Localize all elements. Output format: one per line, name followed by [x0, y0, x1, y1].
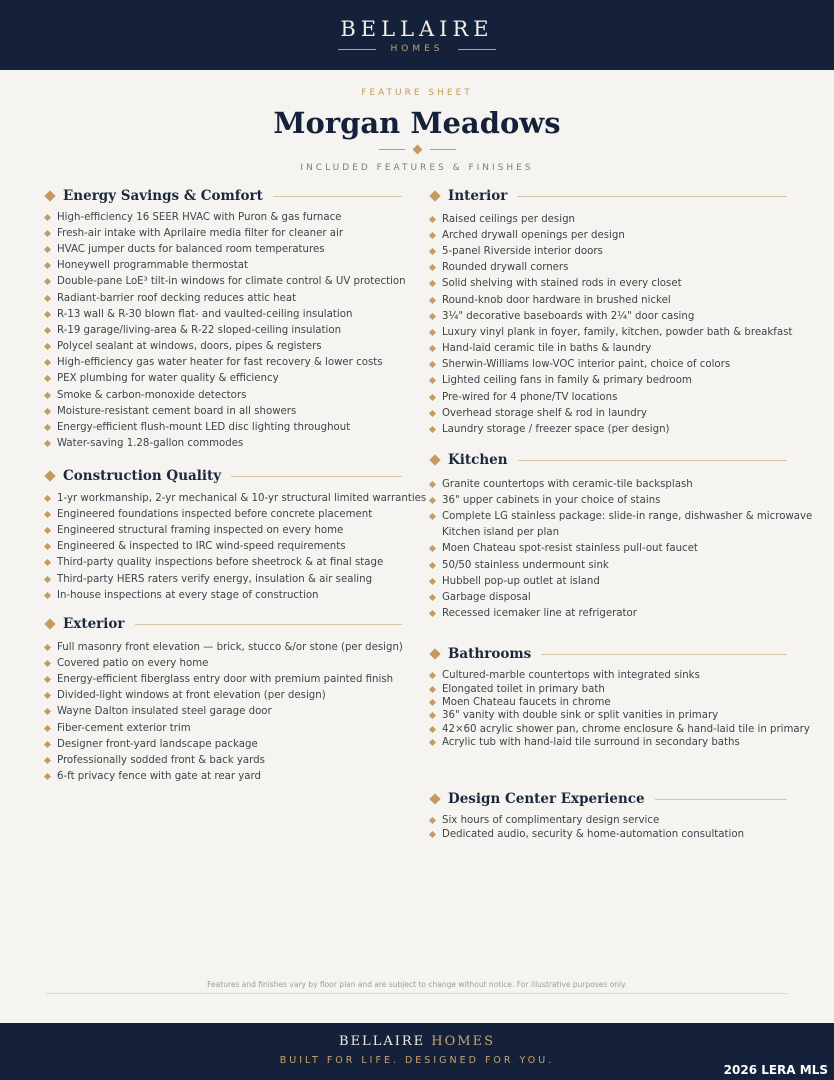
- list-item-text: In-house inspections at every stage of construction: [57, 589, 319, 601]
- list-item: [44, 339, 402, 355]
- bullet-diamond-icon: [44, 327, 51, 334]
- list-item: [44, 209, 402, 225]
- list-item-text: Arched drywall openings per design: [442, 229, 625, 241]
- list-item: [429, 421, 787, 437]
- list-item: [44, 655, 402, 671]
- list-item: [44, 752, 402, 768]
- list-item: [429, 736, 787, 749]
- diamond-icon: [429, 648, 440, 659]
- list-item-text: Hubbell pop-up outlet at island: [442, 575, 600, 587]
- bullet-diamond-icon: [429, 831, 436, 838]
- bullet-diamond-icon: [429, 699, 436, 706]
- footer-bar: [0, 1023, 834, 1080]
- section-title: Energy Savings & Comfort: [63, 188, 263, 204]
- bullet-diamond-icon: [44, 592, 51, 599]
- bullet-diamond-icon: [44, 246, 51, 253]
- list-item-text: 5-panel Riverside interior doors: [442, 245, 603, 257]
- list-item-text: Wayne Dalton insulated steel garage door: [57, 706, 272, 718]
- bullet-diamond-icon: [44, 230, 51, 237]
- list-item-text: Double-pane LoE³ tilt-in windows for climate control & UV protection: [57, 276, 406, 288]
- list-item: [44, 387, 402, 403]
- bullet-diamond-icon: [44, 343, 51, 350]
- list-item: [44, 371, 402, 387]
- brand-subtitle: HOMES: [390, 44, 444, 54]
- list-item-text: 42×60 acrylic shower pan, chrome enclosure & hand-laid tile in primary: [442, 723, 810, 735]
- list-item: [429, 814, 787, 827]
- list-item: [429, 492, 787, 508]
- bullet-diamond-icon: [429, 345, 436, 352]
- section-energy: [44, 187, 406, 452]
- list-item: [429, 606, 787, 622]
- bullet-diamond-icon: [44, 644, 51, 651]
- list-item-text: Fiber-cement exterior trim: [57, 722, 191, 734]
- list-item-text: Radiant-barrier roof decking reduces attic heat: [57, 292, 297, 304]
- bullet-diamond-icon: [429, 313, 436, 320]
- list-item-text: Water-saving 1.28-gallon commodes: [57, 438, 244, 450]
- list-item-text: Six hours of complimentary design service: [442, 815, 660, 827]
- list-item-text: Professionally sodded front & back yards: [57, 754, 265, 766]
- bullet-diamond-icon: [44, 495, 51, 502]
- list-item: [429, 557, 787, 573]
- mls-watermark: 2026 LERA MLS: [723, 1063, 828, 1077]
- bullet-diamond-icon: [44, 692, 51, 699]
- list-item: [429, 723, 810, 736]
- list-item: [44, 258, 402, 274]
- bullet-diamond-icon: [429, 672, 436, 679]
- list-item: [429, 292, 787, 308]
- list-item: [44, 419, 402, 435]
- bullet-diamond-icon: [44, 773, 51, 780]
- list-item: [429, 709, 787, 722]
- list-item-text: 1-yr workmanship, 2-yr mechanical & 10-yr structural limited warranties: [57, 492, 427, 504]
- section-kitchen: [429, 451, 813, 622]
- list-item-text: Moisture-resistant cement board in all showers: [57, 405, 297, 417]
- bullet-diamond-icon: [44, 359, 51, 366]
- bullet-diamond-icon: [44, 511, 51, 518]
- list-item: [44, 587, 402, 603]
- bullet-diamond-icon: [429, 686, 436, 693]
- list-item: [429, 373, 787, 389]
- list-item-text: Rounded drywall corners: [442, 262, 569, 274]
- footer-divider: [46, 993, 788, 994]
- list-item: [44, 639, 402, 655]
- bullet-diamond-icon: [429, 545, 436, 552]
- list-item: [44, 671, 402, 687]
- list-item-text: Third-party quality inspections before sheetrock & at final stage: [57, 557, 384, 569]
- list-item-text: Sherwin-Williams low-VOC interior paint, choice of colors: [442, 359, 731, 371]
- bullet-diamond-icon: [429, 739, 436, 746]
- list-item: [44, 736, 402, 752]
- bullet-diamond-icon: [429, 712, 436, 719]
- footer-brand-name: BELLAIRE: [339, 1034, 426, 1049]
- list-item: [44, 539, 402, 555]
- diamond-icon: [429, 793, 440, 804]
- list-item-text: Cultured-marble countertops with integrated sinks: [442, 670, 700, 682]
- list-item-text: Raised ceilings per design: [442, 213, 575, 225]
- list-item: [429, 669, 787, 682]
- bullet-diamond-icon: [44, 708, 51, 715]
- list-item: [429, 260, 787, 276]
- list-item: [44, 322, 402, 338]
- list-item: [44, 306, 402, 322]
- bullet-diamond-icon: [44, 440, 51, 447]
- list-item: [44, 571, 402, 587]
- list-item: [44, 490, 427, 506]
- list-item-text: Luxury vinyl plank in foyer, family, kitchen, powder bath & breakfast: [442, 326, 793, 338]
- list-item: [429, 541, 787, 557]
- section-title: Interior: [448, 188, 508, 204]
- list-item-text: Fresh-air intake with Aprilaire media filter for cleaner air: [57, 227, 344, 239]
- bullet-diamond-icon: [429, 394, 436, 401]
- list-item-text: Pre-wired for 4 phone/TV locations: [442, 391, 618, 403]
- list-item-text: Energy-efficient flush-mount LED disc lighting throughout: [57, 422, 351, 434]
- list-item: [429, 476, 787, 492]
- list-item: [429, 276, 787, 292]
- bullet-diamond-icon: [429, 481, 436, 488]
- list-item: [429, 696, 787, 709]
- brand-logo: BELLAIRE: [340, 17, 494, 41]
- list-item: [429, 341, 787, 357]
- section-title: Design Center Experience: [448, 791, 645, 807]
- list-item: [44, 720, 402, 736]
- list-item-text: Full masonry front elevation — brick, stucco &/or stone (per design): [57, 641, 403, 653]
- bullet-diamond-icon: [44, 392, 51, 399]
- bullet-diamond-icon: [44, 559, 51, 566]
- brand-divider-right: [458, 49, 496, 50]
- list-item: [44, 355, 402, 371]
- bullet-diamond-icon: [44, 311, 51, 318]
- diamond-icon: [429, 190, 440, 201]
- list-item: [44, 555, 402, 571]
- list-item-text: Third-party HERS raters verify energy, insulation & air sealing: [57, 573, 373, 585]
- bullet-diamond-icon: [429, 377, 436, 384]
- diamond-icon: [429, 454, 440, 465]
- title-divider: [0, 146, 834, 153]
- bullet-diamond-icon: [44, 676, 51, 683]
- list-item: [44, 436, 402, 452]
- bullet-diamond-icon: [429, 610, 436, 617]
- bullet-diamond-icon: [44, 741, 51, 748]
- list-item-text: Engineered structural framing inspected on every home: [57, 524, 344, 536]
- list-item-text: PEX plumbing for water quality & efficiency: [57, 373, 279, 385]
- list-item-text: Granite countertops with ceramic-tile backsplash: [442, 478, 693, 490]
- list-item-text: R-13 wall & R-30 blown flat- and vaulted-ceiling insulation: [57, 308, 353, 320]
- page-subtitle: INCLUDED FEATURES & FINISHES: [300, 163, 534, 173]
- list-item: [429, 324, 793, 340]
- list-item-text: Covered patio on every home: [57, 657, 209, 669]
- list-item-text: HVAC jumper ducts for balanced room temperatures: [57, 243, 325, 255]
- list-item: [429, 525, 787, 541]
- bullet-diamond-icon: [429, 329, 436, 336]
- bullet-diamond-icon: [44, 278, 51, 285]
- list-item: [429, 682, 787, 695]
- section-exterior: [44, 615, 402, 785]
- list-item-text: Garbage disposal: [442, 591, 531, 603]
- list-item-text: Recessed icemaker line at refrigerator: [442, 608, 637, 620]
- brand-divider-left: [338, 49, 376, 50]
- section-title: Exterior: [63, 616, 125, 632]
- bullet-diamond-icon: [429, 726, 436, 733]
- section-interior: [429, 187, 793, 438]
- page-title: Morgan Meadows: [273, 106, 561, 140]
- bullet-diamond-icon: [44, 214, 51, 221]
- bullet-diamond-icon: [44, 375, 51, 382]
- list-item-text: Solid shelving with stained rods in every closet: [442, 278, 682, 290]
- bullet-diamond-icon: [429, 817, 436, 824]
- list-item-text: Moen Chateau spot-resist stainless pull-out faucet: [442, 543, 698, 555]
- list-item-text: Laundry storage / freezer space (per design): [442, 424, 670, 436]
- list-item-text: 3¼" decorative baseboards with 2¼" door casing: [442, 310, 695, 322]
- section-construction: [44, 467, 427, 603]
- bullet-diamond-icon: [429, 280, 436, 287]
- list-item: [44, 403, 402, 419]
- brand-sub-row: [0, 44, 834, 54]
- list-item-text: Dedicated audio, security & home-automation consultation: [442, 828, 745, 840]
- list-item-text: Divided-light windows at front elevation (per design): [57, 690, 326, 702]
- list-item: [429, 405, 787, 421]
- footer-tagline: BUILT FOR LIFE. DESIGNED FOR YOU.: [279, 1055, 555, 1066]
- list-item-text: 6-ft privacy fence with gate at rear yard: [57, 771, 262, 783]
- footer-brand: [0, 1034, 834, 1049]
- list-item: [44, 506, 402, 522]
- list-item-text: Engineered foundations inspected before concrete placement: [57, 508, 373, 520]
- section-bathrooms: [429, 645, 810, 749]
- list-item-text: High-efficiency 16 SEER HVAC with Puron & gas furnace: [57, 211, 342, 223]
- bullet-diamond-icon: [44, 724, 51, 731]
- list-item-text: Smoke & carbon-monoxide detectors: [57, 389, 247, 401]
- list-item: [429, 827, 787, 840]
- list-item: [44, 769, 402, 785]
- list-item-text: Energy-efficient fiberglass entry door with premium painted finish: [57, 673, 394, 685]
- list-item-text: 50/50 stainless undermount sink: [442, 559, 609, 571]
- section-design-center: [429, 790, 787, 841]
- list-item: [429, 227, 787, 243]
- list-item-text: Lighted ceiling fans in family & primary bedroom: [442, 375, 692, 387]
- list-item-text: Complete LG stainless package: slide-in range, dishwasher & microwave: [442, 510, 813, 522]
- list-item: [429, 573, 787, 589]
- list-item-text: Kitchen island per plan: [442, 527, 560, 539]
- list-item-text: Designer front-yard landscape package: [57, 738, 258, 750]
- diamond-icon: [412, 145, 422, 155]
- bullet-diamond-icon: [429, 361, 436, 368]
- list-item: [429, 308, 787, 324]
- list-item: [44, 522, 402, 538]
- bullet-diamond-icon: [429, 426, 436, 433]
- bullet-diamond-icon: [44, 543, 51, 550]
- list-item-text: 36" upper cabinets in your choice of stains: [442, 494, 661, 506]
- list-item: [429, 243, 787, 259]
- list-item: [44, 225, 402, 241]
- footer-brand-homes: HOMES: [431, 1034, 495, 1049]
- list-item: [429, 508, 813, 524]
- bullet-diamond-icon: [429, 410, 436, 417]
- list-item-text: Hand-laid ceramic tile in baths & laundry: [442, 343, 652, 355]
- bullet-diamond-icon: [44, 294, 51, 301]
- bullet-diamond-icon: [44, 408, 51, 415]
- bullet-diamond-icon: [429, 578, 436, 585]
- diamond-icon: [44, 618, 55, 629]
- list-item-text: R-19 garage/living-area & R-22 sloped-ceiling insulation: [57, 324, 342, 336]
- bullet-diamond-icon: [44, 575, 51, 582]
- list-item: [429, 389, 787, 405]
- list-item: [429, 211, 787, 227]
- list-item: [44, 290, 402, 306]
- list-item-text: Honeywell programmable thermostat: [57, 260, 249, 272]
- list-item: [44, 274, 406, 290]
- list-item-text: Polycel sealant at windows, doors, pipes & registers: [57, 341, 322, 353]
- bullet-diamond-icon: [44, 527, 51, 534]
- diamond-icon: [44, 190, 55, 201]
- section-title: Bathrooms: [448, 646, 532, 662]
- list-item-text: Acrylic tub with hand-laid tile surround in secondary baths: [442, 737, 740, 749]
- bullet-diamond-icon: [429, 216, 436, 223]
- bullet-diamond-icon: [429, 561, 436, 568]
- bullet-diamond-icon: [429, 248, 436, 255]
- bullet-diamond-icon: [429, 594, 436, 601]
- bullet-diamond-icon: [429, 513, 436, 520]
- section-title: Construction Quality: [63, 468, 222, 484]
- bullet-diamond-icon: [429, 497, 436, 504]
- bullet-diamond-icon: [44, 424, 51, 431]
- list-item: [429, 357, 787, 373]
- list-item: [44, 704, 402, 720]
- bullet-diamond-icon: [429, 264, 436, 271]
- list-item-text: Elongated toilet in primary bath: [442, 683, 605, 695]
- list-item-text: High-efficiency gas water heater for fast recovery & lower costs: [57, 357, 383, 369]
- bullet-diamond-icon: [429, 296, 436, 303]
- list-item-text: Moen Chateau faucets in chrome: [442, 696, 611, 708]
- list-item-text: 36" vanity with double sink or split vanities in primary: [442, 710, 719, 722]
- list-item-text: Engineered & inspected to IRC wind-speed requirements: [57, 541, 346, 553]
- diamond-icon: [44, 470, 55, 481]
- list-item: [44, 688, 402, 704]
- bullet-diamond-icon: [44, 757, 51, 764]
- eyebrow-label: FEATURE SHEET: [361, 88, 473, 98]
- section-title: Kitchen: [448, 452, 508, 468]
- list-item-text: Overhead storage shelf & rod in laundry: [442, 407, 647, 419]
- disclaimer: Features and finishes vary by floor plan and are subject to change without notice. For illustrative purposes only.: [207, 980, 627, 989]
- list-item: [44, 241, 402, 257]
- bullet-diamond-icon: [429, 232, 436, 239]
- list-item-text: Round-knob door hardware in brushed nickel: [442, 294, 671, 306]
- bullet-diamond-icon: [44, 660, 51, 667]
- list-item: [429, 589, 787, 605]
- bullet-diamond-icon: [44, 262, 51, 269]
